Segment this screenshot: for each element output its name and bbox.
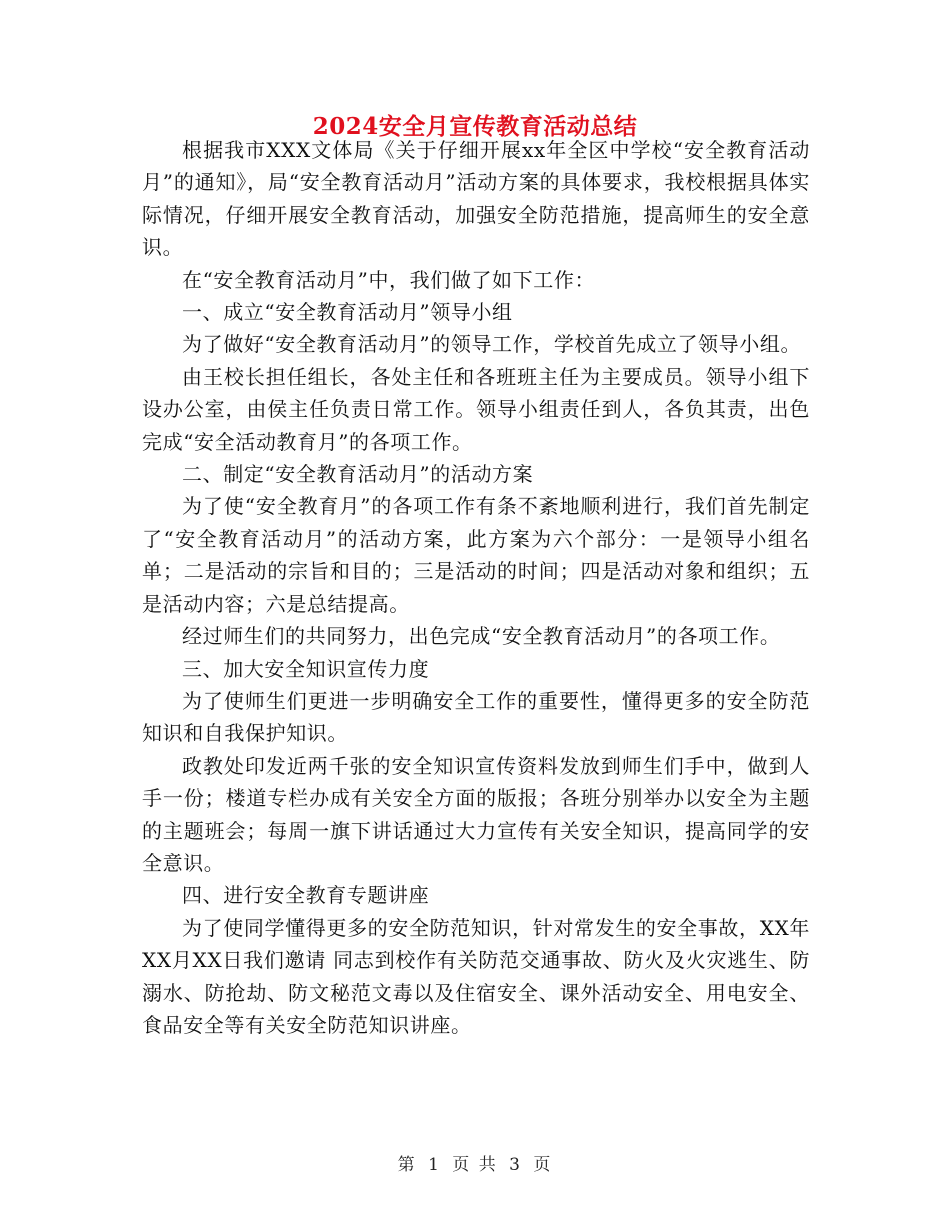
paragraph: 在“安全教育活动月”中，我们做了如下工作： xyxy=(182,267,596,292)
paragraph: 为了做好“安全教育活动月”的领导工作，学校首先成立了领导小组。 xyxy=(182,332,802,357)
paragraph: 政教处印发近两千张的安全知识宣传资料发放到师生们手中，做到人手一份；楼道专栏办成有关安全方面的版报；各班分别举办以安全为主题的主题班会；每周一旗下讲话通过大力宣传有关安全知识，提高同学的安全意识。 xyxy=(142,753,810,875)
paragraph: 经过师生们的共同努力，出色完成“安全教育活动月”的各项工作。 xyxy=(182,624,781,649)
paragraph: 为了使同学懂得更多的安全防范知识，针对常发生的安全事故，XX年XX月XX日我们邀请 同志到校作有关防范交通事故、防火及火灾逃生、防溺水、防抢劫、防文秘范文毒以及住宿安全、课外活动安全、用电安全、食品安全等有关安全防范知识讲座。 xyxy=(142,915,810,1037)
section-heading: 三、加大安全知识宣传力度 xyxy=(182,656,430,681)
paragraph: 为了使师生们更进一步明确安全工作的重要性，懂得更多的安全防范知识和自我保护知识。 xyxy=(142,688,810,746)
footer-prefix: 第 xyxy=(397,1155,417,1175)
paragraph: 为了使“安全教育月”的各项工作有条不紊地顺利进行，我们首先制定了“安全教育活动月”的活动方案，此方案为六个部分：一是领导小组名单；二是活动的宗旨和目的；三是活动的时间；四是活动对象和组织；五是活动内容；六是总结提高。 xyxy=(142,494,810,616)
footer-page-number: 1 xyxy=(428,1155,441,1175)
section-heading: 一、成立“安全教育活动月”领导小组 xyxy=(182,300,513,325)
document-body xyxy=(142,134,810,1041)
paragraph: 由王校长担任组长，各处主任和各班班主任为主要成员。领导小组下设办公室，由侯主任负责日常工作。领导小组责任到人，各负其责，出色完成“安全活动教育月”的各项工作。 xyxy=(142,364,810,454)
section-heading: 四、进行安全教育专题讲座 xyxy=(182,883,430,908)
footer-suffix: 页 xyxy=(533,1155,553,1175)
section-heading: 二、制定“安全教育活动月”的活动方案 xyxy=(182,462,534,487)
page-footer xyxy=(0,1154,950,1176)
document-title: 2024安全月宣传教育活动总结 xyxy=(312,113,638,140)
footer-middle: 页 共 xyxy=(452,1155,498,1175)
paragraph: 根据我市XXX文体局《关于仔细开展xx年全区中学校“安全教育活动月”的通知》，局“安全教育活动月”活动方案的具体要求，我校根据具体实际情况，仔细开展安全教育活动，加强安全防范措施，提高师生的安全意识。 xyxy=(142,138,810,260)
footer-total-pages: 3 xyxy=(509,1155,522,1175)
